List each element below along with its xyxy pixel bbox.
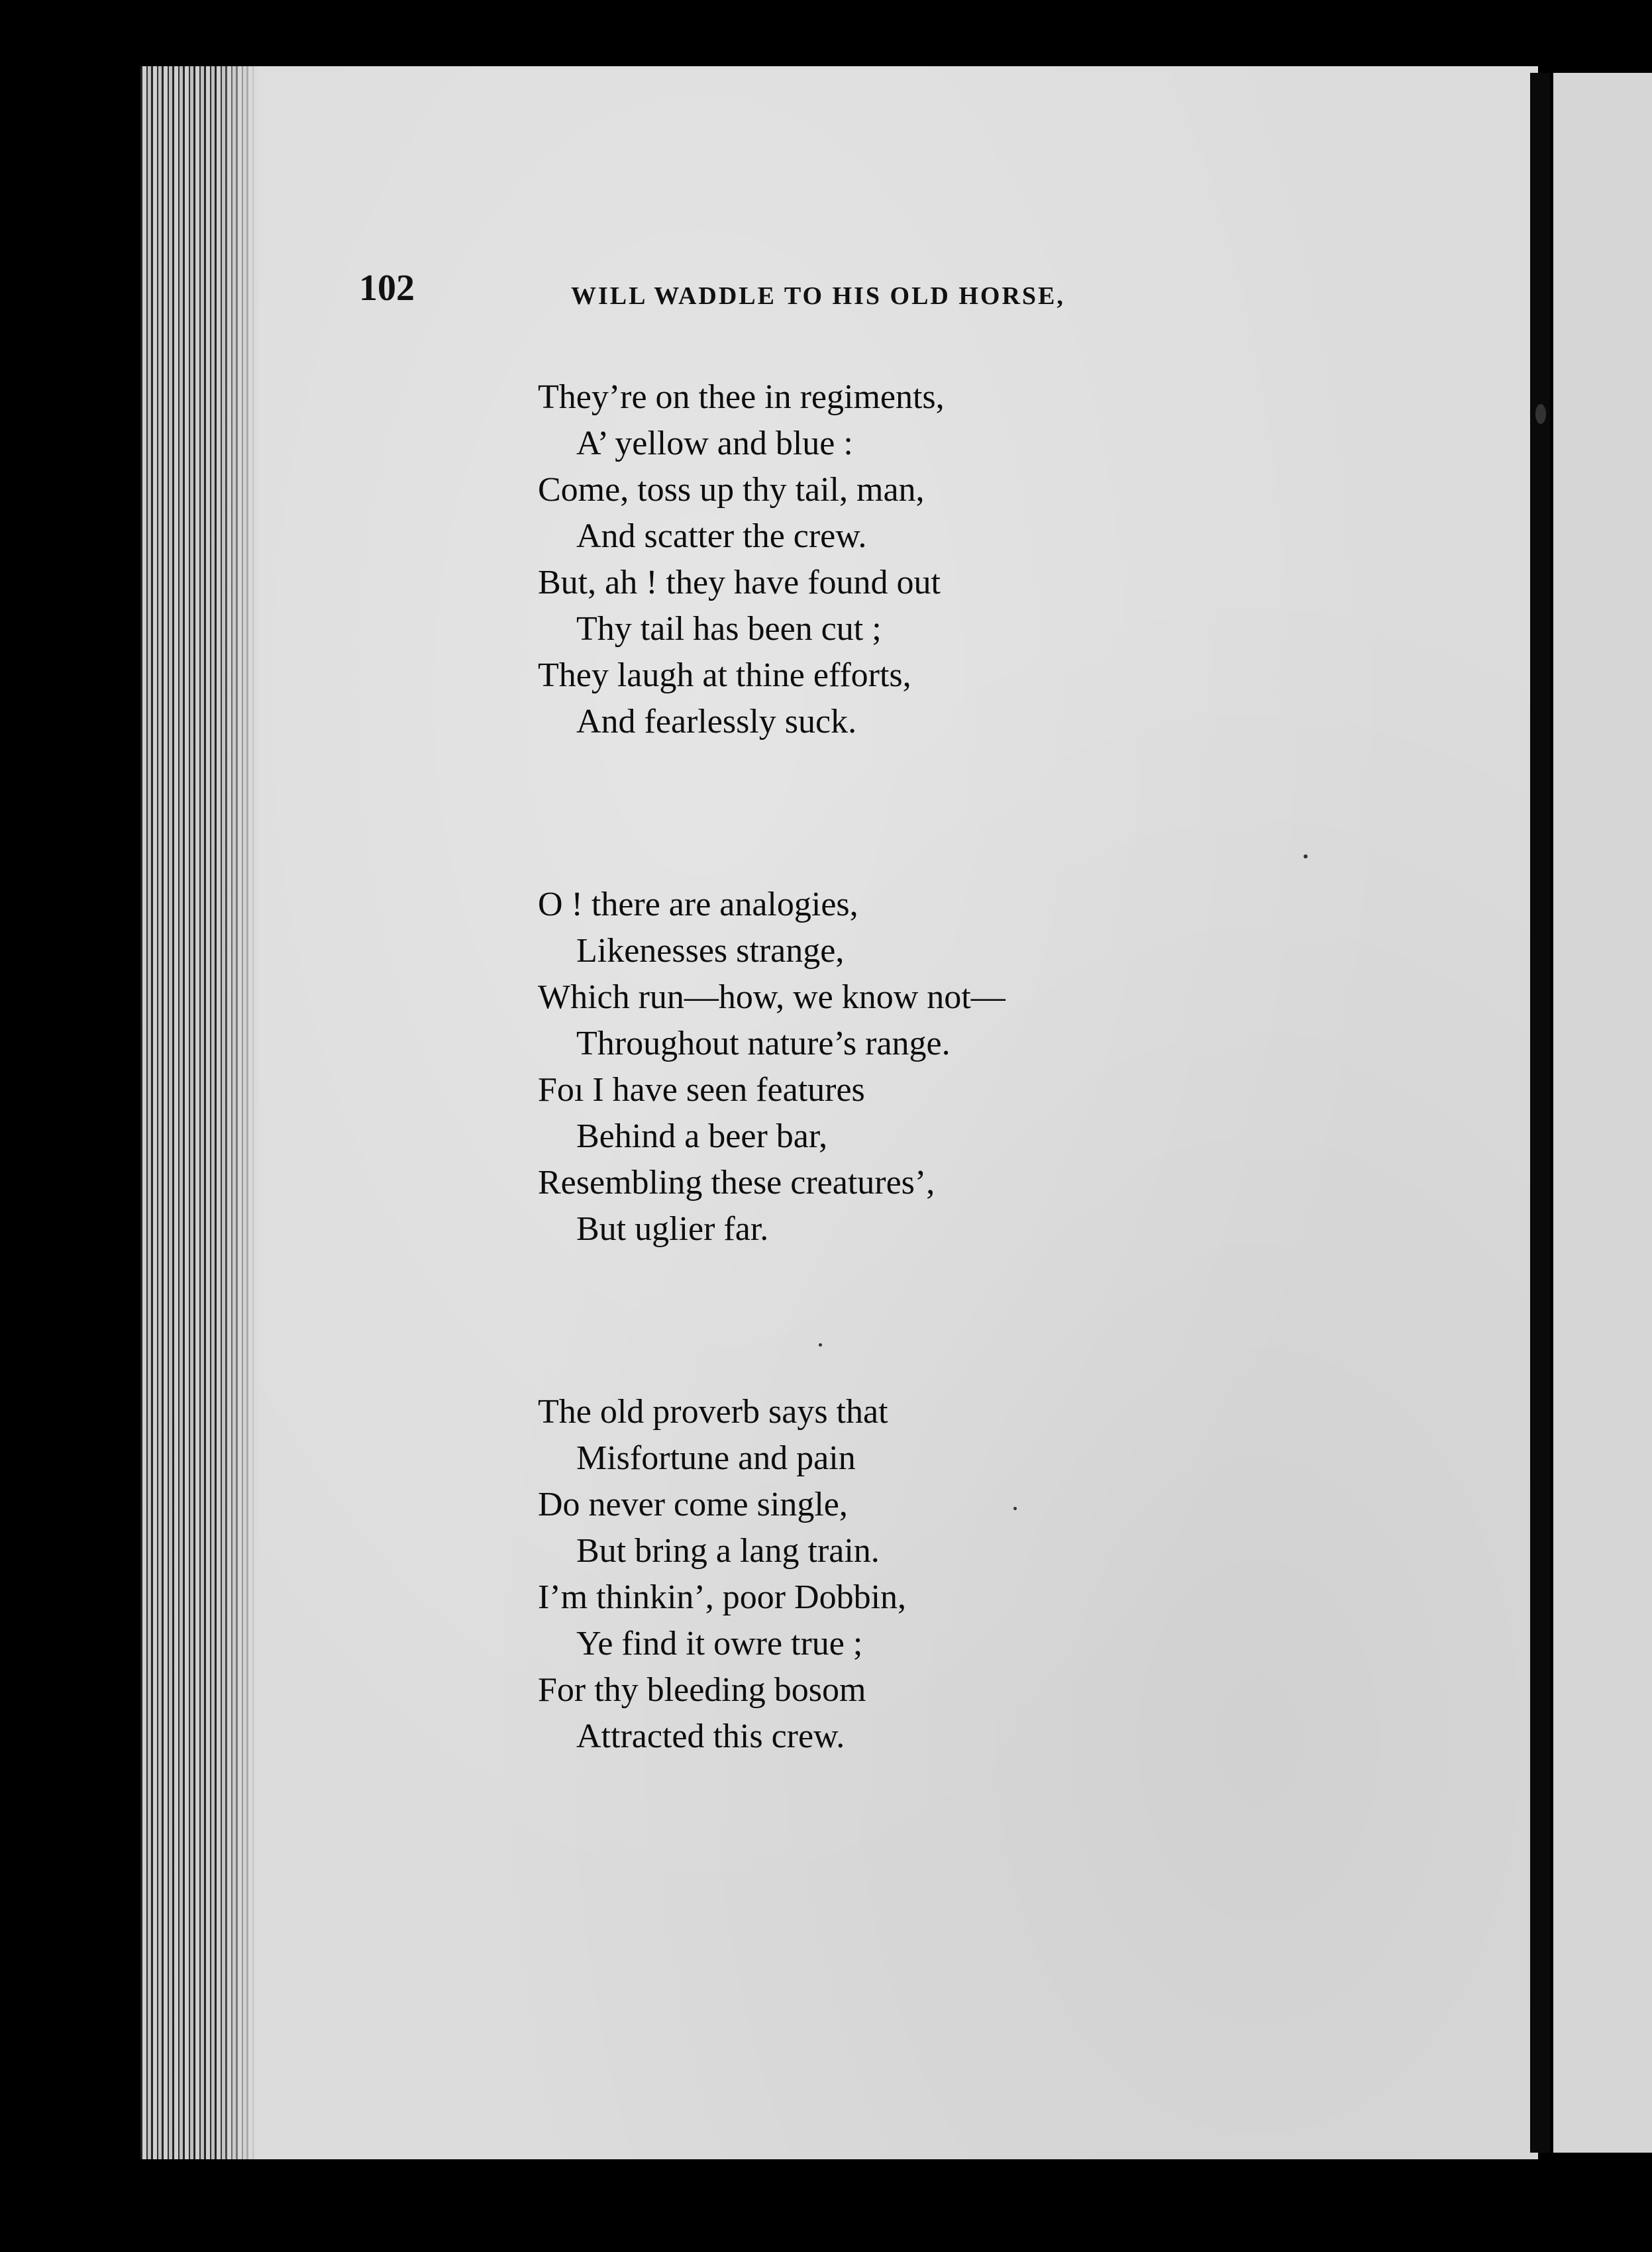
- running-head: WILL WADDLE TO HIS OLD HORSE,: [571, 282, 1065, 310]
- page-edge-shadow: [1530, 73, 1550, 2153]
- poem-line: They’re on thee in regiments,: [538, 378, 945, 416]
- paper-speck: [1535, 404, 1546, 424]
- poem-line: And fearlessly suck.: [576, 703, 857, 741]
- poem-line: And scatter the crew.: [576, 517, 867, 555]
- poem-line: For thy bleeding bosom: [538, 1671, 866, 1709]
- poem-line: Resembling these creatures’,: [538, 1164, 935, 1202]
- poem-line: Ye find it owre true ;: [576, 1625, 863, 1663]
- stanza-2: [538, 882, 1006, 1253]
- poem-line: Foı I have seen features: [538, 1071, 865, 1109]
- stanza-3: [538, 1389, 1006, 1760]
- page-number: 102: [359, 268, 415, 309]
- adjacent-page-edge: [1553, 73, 1652, 2153]
- paper-speck: [1304, 854, 1308, 858]
- poem-body: [538, 374, 1006, 1896]
- poem-line: Throughout nature’s range.: [576, 1025, 951, 1062]
- poem-line: But uglier far.: [576, 1210, 769, 1248]
- poem-line: But bring a lang train.: [576, 1532, 880, 1570]
- poem-line: O ! there are analogies,: [538, 886, 858, 923]
- paper-speck: [819, 1343, 822, 1347]
- poem-line: Misfortune and pain: [576, 1439, 856, 1477]
- poem-line: Do never come single,: [538, 1486, 848, 1523]
- paper-speck: [1013, 1507, 1017, 1510]
- poem-line: Attracted this crew.: [576, 1717, 845, 1755]
- poem-line: Come, toss up thy tail, man,: [538, 471, 925, 509]
- poem-line: A’ yellow and blue :: [576, 425, 853, 462]
- poem-line: Behind a beer bar,: [576, 1117, 828, 1155]
- poem-line: The old proverb says that: [538, 1393, 888, 1431]
- poem-line: They laugh at thine efforts,: [538, 656, 911, 694]
- poem-line: Thy tail has been cut ;: [576, 610, 882, 648]
- stanza-1: [538, 374, 1006, 745]
- poem-line: Likenesses strange,: [576, 932, 845, 970]
- poem-line: But, ah ! they have found out: [538, 564, 941, 601]
- poem-line: I’m thinkin’, poor Dobbin,: [538, 1578, 907, 1616]
- gutter-shadow: [219, 66, 258, 2159]
- poem-line: Which run—how, we know not—: [538, 978, 1006, 1016]
